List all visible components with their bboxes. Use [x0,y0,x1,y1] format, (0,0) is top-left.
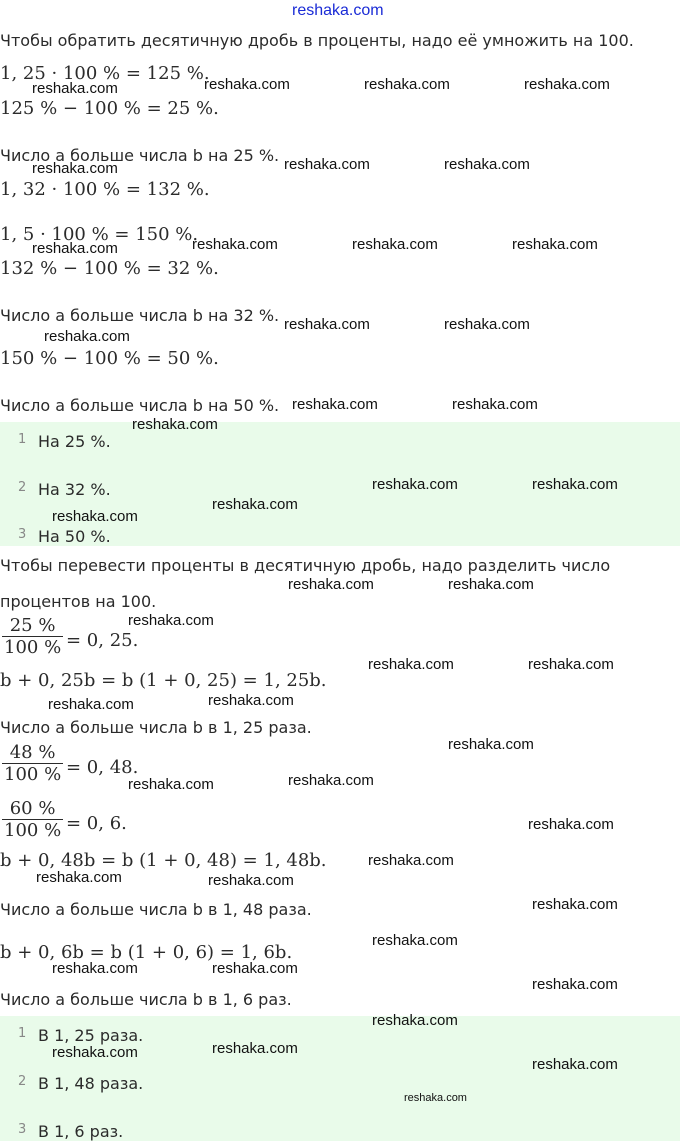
conclusion-3: Число a больше числа b на 50 %. [0,396,280,415]
conclusion-2: Число a больше числа b на 32 %. [0,306,280,325]
watermark: reshaka.com [52,1044,138,1061]
watermark: reshaka.com [192,236,278,253]
equation-2: 125 % − 100 % = 25 %. [0,98,219,119]
fraction-1-result: = 0, 25. [66,630,139,651]
answers-block-2 [0,1016,680,1141]
watermark: reshaka.com [452,396,538,413]
watermark: reshaka.com [32,160,118,177]
watermark: reshaka.com [44,328,130,345]
fraction-1 [2,615,63,658]
watermark: reshaka.com [288,576,374,593]
intro-text-2-line2: процентов на 100. [0,592,157,611]
equation-5: 132 % − 100 % = 32 %. [0,258,219,279]
watermark: reshaka.com [372,476,458,493]
watermark: reshaka.com [212,960,298,977]
watermark: reshaka.com [444,156,530,173]
site-watermark-top[interactable]: reshaka.com [292,2,384,19]
watermark: reshaka.com [32,80,118,97]
answer-number: 1 [18,432,27,447]
watermark: reshaka.com [448,736,534,753]
watermark: reshaka.com [36,869,122,886]
watermark: reshaka.com [212,1040,298,1057]
watermark: reshaka.com [288,772,374,789]
watermark: reshaka.com [444,316,530,333]
equation-3: 1, 32 · 100 % = 132 %. [0,179,210,200]
watermark: reshaka.com [208,692,294,709]
watermark: reshaka.com [528,656,614,673]
watermark: reshaka.com [368,852,454,869]
answer-number: 2 [18,1074,27,1089]
watermark: reshaka.com [512,236,598,253]
answer-text: На 25 %. [38,432,111,451]
watermark: reshaka.com [48,696,134,713]
answer-text: В 1, 48 раза. [38,1074,144,1093]
watermark: reshaka.com [404,1092,467,1104]
watermark: reshaka.com [292,396,378,413]
answer-text: На 50 %. [38,527,111,546]
answer-number: 3 [18,527,27,542]
watermark: reshaka.com [532,476,618,493]
answer-text: На 32 %. [38,480,111,499]
answer-text: В 1, 25 раза. [38,1026,144,1045]
watermark: reshaka.com [532,1056,618,1073]
fraction-numerator: 25 % [9,615,56,636]
equation-9: b + 0, 6b = b (1 + 0, 6) = 1, 6b. [0,942,293,963]
watermark: reshaka.com [372,932,458,949]
watermark: reshaka.com [448,576,534,593]
conclusion-1: Число a больше числа b на 25 %. [0,146,280,165]
conclusion-4: Число a больше числа b в 1, 25 раза. [0,718,312,737]
answer-number: 1 [18,1026,27,1041]
answer-text: В 1, 6 раз. [38,1122,124,1141]
watermark: reshaka.com [128,612,214,629]
answer-number: 2 [18,480,27,495]
watermark: reshaka.com [524,76,610,93]
fraction-3-result: = 0, 6. [66,813,127,834]
watermark: reshaka.com [128,776,214,793]
watermark: reshaka.com [364,76,450,93]
fraction-3 [2,798,63,841]
fraction-numerator: 60 % [9,798,56,819]
watermark: reshaka.com [528,816,614,833]
equation-8: b + 0, 48b = b (1 + 0, 48) = 1, 48b. [0,850,327,871]
fraction-2 [2,742,63,785]
watermark: reshaka.com [368,656,454,673]
fraction-numerator: 48 % [9,742,56,763]
watermark: reshaka.com [132,416,218,433]
fraction-denominator: 100 % [4,637,62,658]
watermark: reshaka.com [52,508,138,525]
equation-7: b + 0, 25b = b (1 + 0, 25) = 1, 25b. [0,670,327,691]
watermark: reshaka.com [372,1012,458,1029]
intro-text-2-line1: Чтобы перевести проценты в десятичную дробь, надо разделить число [0,556,611,575]
conclusion-5: Число a больше числа b в 1, 48 раза. [0,900,312,919]
equation-6: 150 % − 100 % = 50 %. [0,348,219,369]
fraction-2-result: = 0, 48. [66,757,139,778]
watermark: reshaka.com [208,872,294,889]
watermark: reshaka.com [532,976,618,993]
equation-4: 1, 5 · 100 % = 150 %. [0,224,199,245]
watermark: reshaka.com [32,240,118,257]
answer-number: 3 [18,1122,27,1137]
fraction-denominator: 100 % [4,820,62,841]
watermark: reshaka.com [204,76,290,93]
fraction-denominator: 100 % [4,764,62,785]
watermark: reshaka.com [284,156,370,173]
watermark: reshaka.com [284,316,370,333]
watermark: reshaka.com [52,960,138,977]
watermark: reshaka.com [532,896,618,913]
equation-1: 1, 25 · 100 % = 125 %. [0,63,210,84]
watermark: reshaka.com [212,496,298,513]
conclusion-6: Число a больше числа b в 1, 6 раз. [0,990,292,1009]
watermark: reshaka.com [352,236,438,253]
intro-text-1: Чтобы обратить десятичную дробь в проценты, надо её умножить на 100. [0,31,634,50]
